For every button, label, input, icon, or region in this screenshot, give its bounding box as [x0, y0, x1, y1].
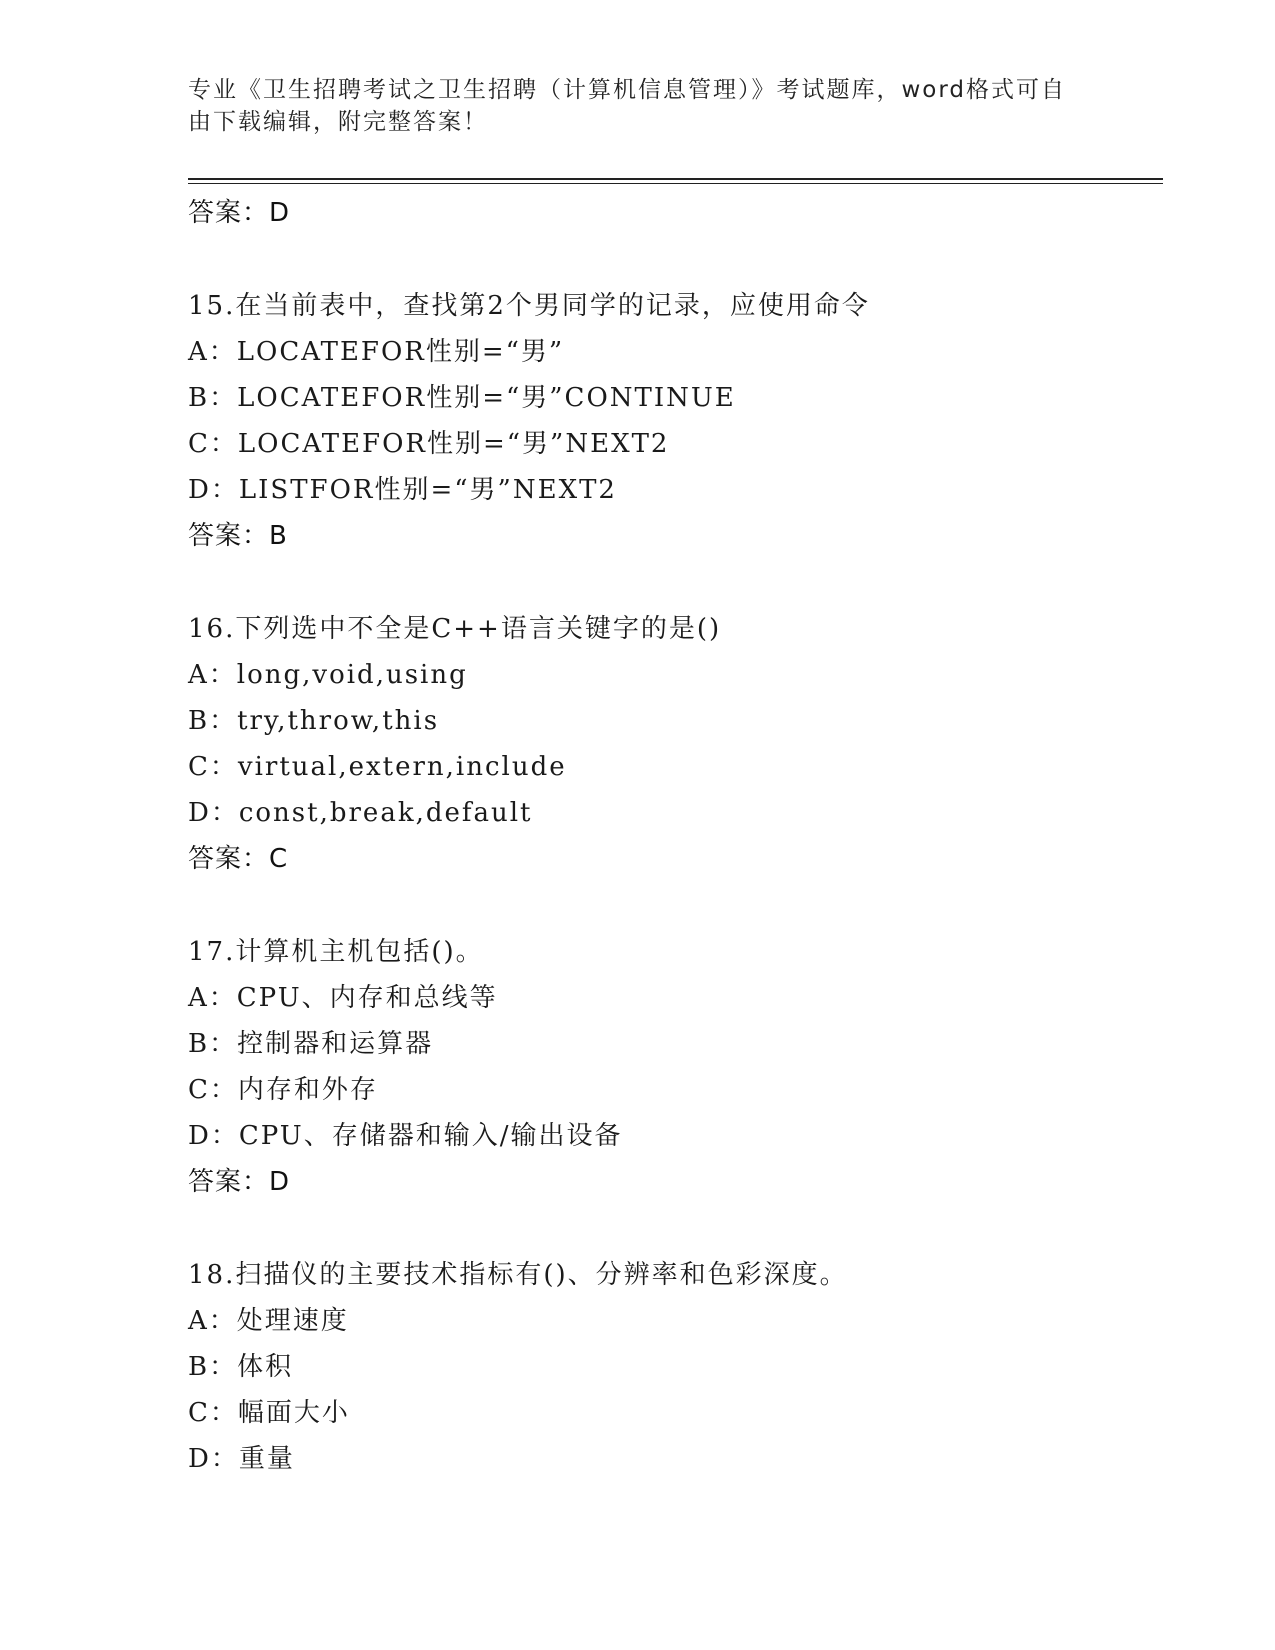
question-block	[188, 1252, 1168, 1482]
header-divider-thick	[188, 178, 1163, 180]
option-a: A：CPU、内存和总线等	[188, 983, 498, 1013]
answer-line: 答案：D	[188, 1167, 291, 1197]
question-block	[188, 929, 1168, 1205]
answer-line: 答案：B	[188, 521, 288, 551]
option-c: C：virtual,extern,include	[188, 752, 567, 782]
option-d: D：重量	[188, 1444, 295, 1474]
option-b: B：LOCATEFOR性别=“男”CONTINUE	[188, 383, 736, 413]
option-d: D：LISTFOR性别=“男”NEXT2	[188, 475, 617, 505]
option-a: A：long,void,using	[188, 660, 468, 690]
question-stem: 15.在当前表中，查找第2个男同学的记录，应使用命令	[188, 291, 870, 321]
question-stem: 16.下列选中不全是C++语言关键字的是()	[188, 614, 722, 644]
option-a: A：LOCATEFOR性别=“男”	[188, 337, 565, 367]
header-line-2: 由下载编辑，附完整答案！	[188, 109, 488, 135]
option-a: A：处理速度	[188, 1306, 349, 1336]
option-b: B：体积	[188, 1352, 294, 1382]
question-stem: 18.扫描仪的主要技术指标有()、分辨率和色彩深度。	[188, 1260, 848, 1290]
question-block	[188, 606, 1168, 882]
option-c: C：幅面大小	[188, 1398, 350, 1428]
question-block	[188, 283, 1168, 559]
option-c: C：内存和外存	[188, 1075, 378, 1105]
document-header	[188, 74, 1068, 138]
question-list	[188, 190, 1168, 1482]
header-line-1: 专业《卫生招聘考试之卫生招聘（计算机信息管理）》考试题库，word格式可自	[188, 77, 1067, 103]
answer-line: 答案：C	[188, 844, 289, 874]
option-b: B：控制器和运算器	[188, 1029, 434, 1059]
header-divider-thin	[188, 183, 1163, 184]
option-c: C：LOCATEFOR性别=“男”NEXT2	[188, 429, 670, 459]
answer-line: 答案：D	[188, 198, 291, 228]
option-b: B：try,throw,this	[188, 706, 440, 736]
option-d: D：const,break,default	[188, 798, 533, 828]
option-d: D：CPU、存储器和输入/输出设备	[188, 1121, 623, 1151]
question-stem: 17.计算机主机包括()。	[188, 937, 484, 967]
